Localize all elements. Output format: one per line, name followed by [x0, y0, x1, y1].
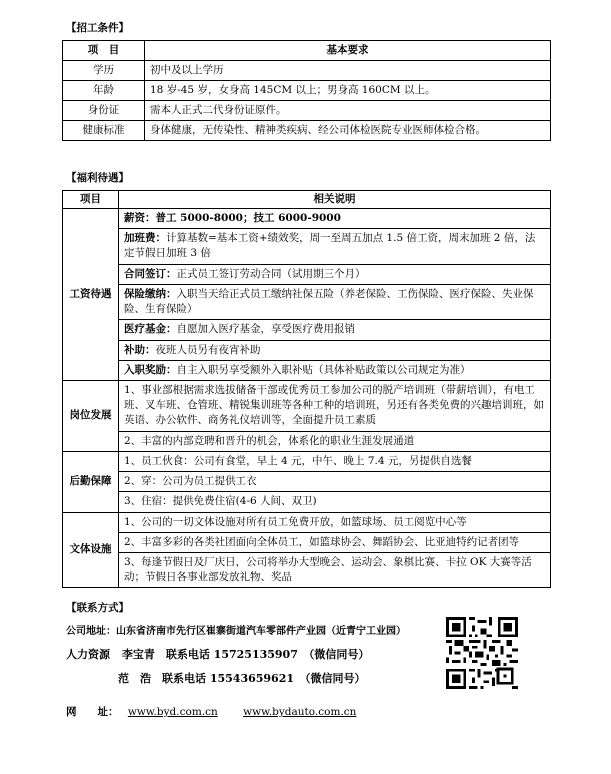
hiring-table [62, 40, 551, 141]
insurance-label: 保险缴纳： [124, 287, 177, 300]
row-key: 身份证 [63, 101, 145, 121]
welfare-table [62, 190, 551, 588]
culture-label: 文体设施 [63, 512, 119, 588]
career-item-2: 2、丰富的内部竞聘和晋升的机会，体系化的职业生涯发展通道 [119, 431, 551, 451]
table-header-row [63, 191, 551, 209]
logistics-item-2: 2、穿：公司为员工提供工衣 [119, 472, 551, 492]
table-row [63, 81, 551, 101]
hr-contact-2: 范 浩 联系电话 15543659621 （微信同号） [118, 672, 366, 685]
website-link-1[interactable]: www.byd.com.cn [127, 706, 218, 718]
overtime-cell [119, 229, 551, 264]
contract-label: 合同签订： [124, 267, 177, 280]
col-description-header: 相关说明 [119, 191, 551, 209]
qr-code-icon [446, 617, 518, 689]
reward-text: 自主入职另享受额外入职补贴（具体补贴政策以公司规定为准） [176, 363, 471, 376]
contract-cell [119, 264, 551, 284]
hr-line-1 [66, 646, 369, 662]
insurance-text: 入职当天给正式员工缴纳社保五险（养老保险、工伤保险、医疗保险、失业保险、生育保险） [124, 287, 534, 316]
website-link-2[interactable]: www.bydauto.com.cn [243, 706, 357, 718]
row-value: 身体健康，无传染性、精神类疾病、经公司体检医院专业医师体检合格。 [145, 121, 551, 141]
contact-heading: 【联系方式】 [66, 602, 129, 614]
row-key: 学历 [63, 61, 145, 81]
col-item-header: 项目 [63, 191, 119, 209]
subsidy-cell [119, 340, 551, 360]
medical-cell [119, 320, 551, 340]
website-label: 网 址： [66, 706, 119, 718]
medical-text: 自愿加入医疗基金，享受医疗费用报销 [176, 323, 355, 336]
subsidy-label: 补助： [124, 343, 156, 356]
table-row [63, 61, 551, 81]
subsidy-text: 夜班人员另有夜宵补助 [155, 343, 261, 356]
overtime-label: 加班费： [124, 232, 166, 245]
row-value: 初中及以上学历 [145, 61, 551, 81]
hr-label: 人力资源 [66, 648, 110, 661]
welfare-heading: 【福利待遇】 [66, 172, 129, 184]
reward-cell [119, 360, 551, 380]
row-key: 健康标准 [63, 121, 145, 141]
row-value: 需本人正式二代身份证原件。 [145, 101, 551, 121]
insurance-cell [119, 284, 551, 319]
row-value: 18 岁-45 岁，女身高 145CM 以上；男身高 160CM 以上。 [145, 81, 551, 101]
career-item-1: 1、事业部根据需求选拔储备干部或优秀员工参加公司的脱产培训班（带薪培训），有电工班、叉车班、仓管班、精锐集训班等各种工种的培训班，另还有各类免费的兴趣培训班，如英语、办公软件、商务礼仪培训等，全面提升员工素质 [119, 380, 551, 431]
wage-label: 工资待遇 [63, 209, 119, 381]
contract-text: 正式员工签订劳动合同（试用期三个月） [176, 267, 366, 280]
hr-contact-1: 李宝青 联系电话 15725135907 （微信同号） [121, 648, 370, 661]
col-item-header: 项 目 [63, 41, 145, 61]
logistics-item-3: 3、住宿：提供免费住宿(4-6 人间、双卫) [119, 492, 551, 512]
logistics-item-1: 1、员工伙食：公司有食堂，早上 4 元，中午、晚上 7.4 元，另提供自选餐 [119, 451, 551, 471]
logistics-label: 后勤保障 [63, 451, 119, 512]
row-key: 年龄 [63, 81, 145, 101]
medical-label: 医疗基金： [124, 323, 177, 336]
col-requirement-header: 基本要求 [145, 41, 551, 61]
culture-item-3: 3、每逢节假日及厂庆日，公司将举办大型晚会、运动会、象棋比赛、卡拉 OK 大赛等活动；节假日各事业部发放礼物、奖品 [119, 552, 551, 587]
culture-item-2: 2、丰富多彩的各类社团面向全体员工，如篮球协会、舞蹈协会、比亚迪特约记者团等 [119, 532, 551, 552]
career-label: 岗位发展 [63, 380, 119, 451]
culture-item-1: 1、公司的一切文体设施对所有员工免费开放，如篮球场、员工阅览中心等 [119, 512, 551, 532]
hiring-heading: 【招工条件】 [66, 22, 129, 34]
website-line [66, 704, 356, 719]
overtime-text: 计算基数=基本工资+绩效奖，周一至周五加点 1.5 倍工资，周末加班 2 倍，法定节假日加班 3 倍 [124, 232, 536, 260]
salary-text: 薪资：普工 5000-8000；技工 6000-9000 [119, 209, 551, 229]
company-address: 公司地址：山东省济南市先行区崔寨街道汽车零部件产业园（近青宁工业园） [66, 626, 406, 637]
reward-label: 入职奖励： [124, 363, 177, 376]
table-row [63, 121, 551, 141]
table-header-row [63, 41, 551, 61]
table-row [63, 101, 551, 121]
